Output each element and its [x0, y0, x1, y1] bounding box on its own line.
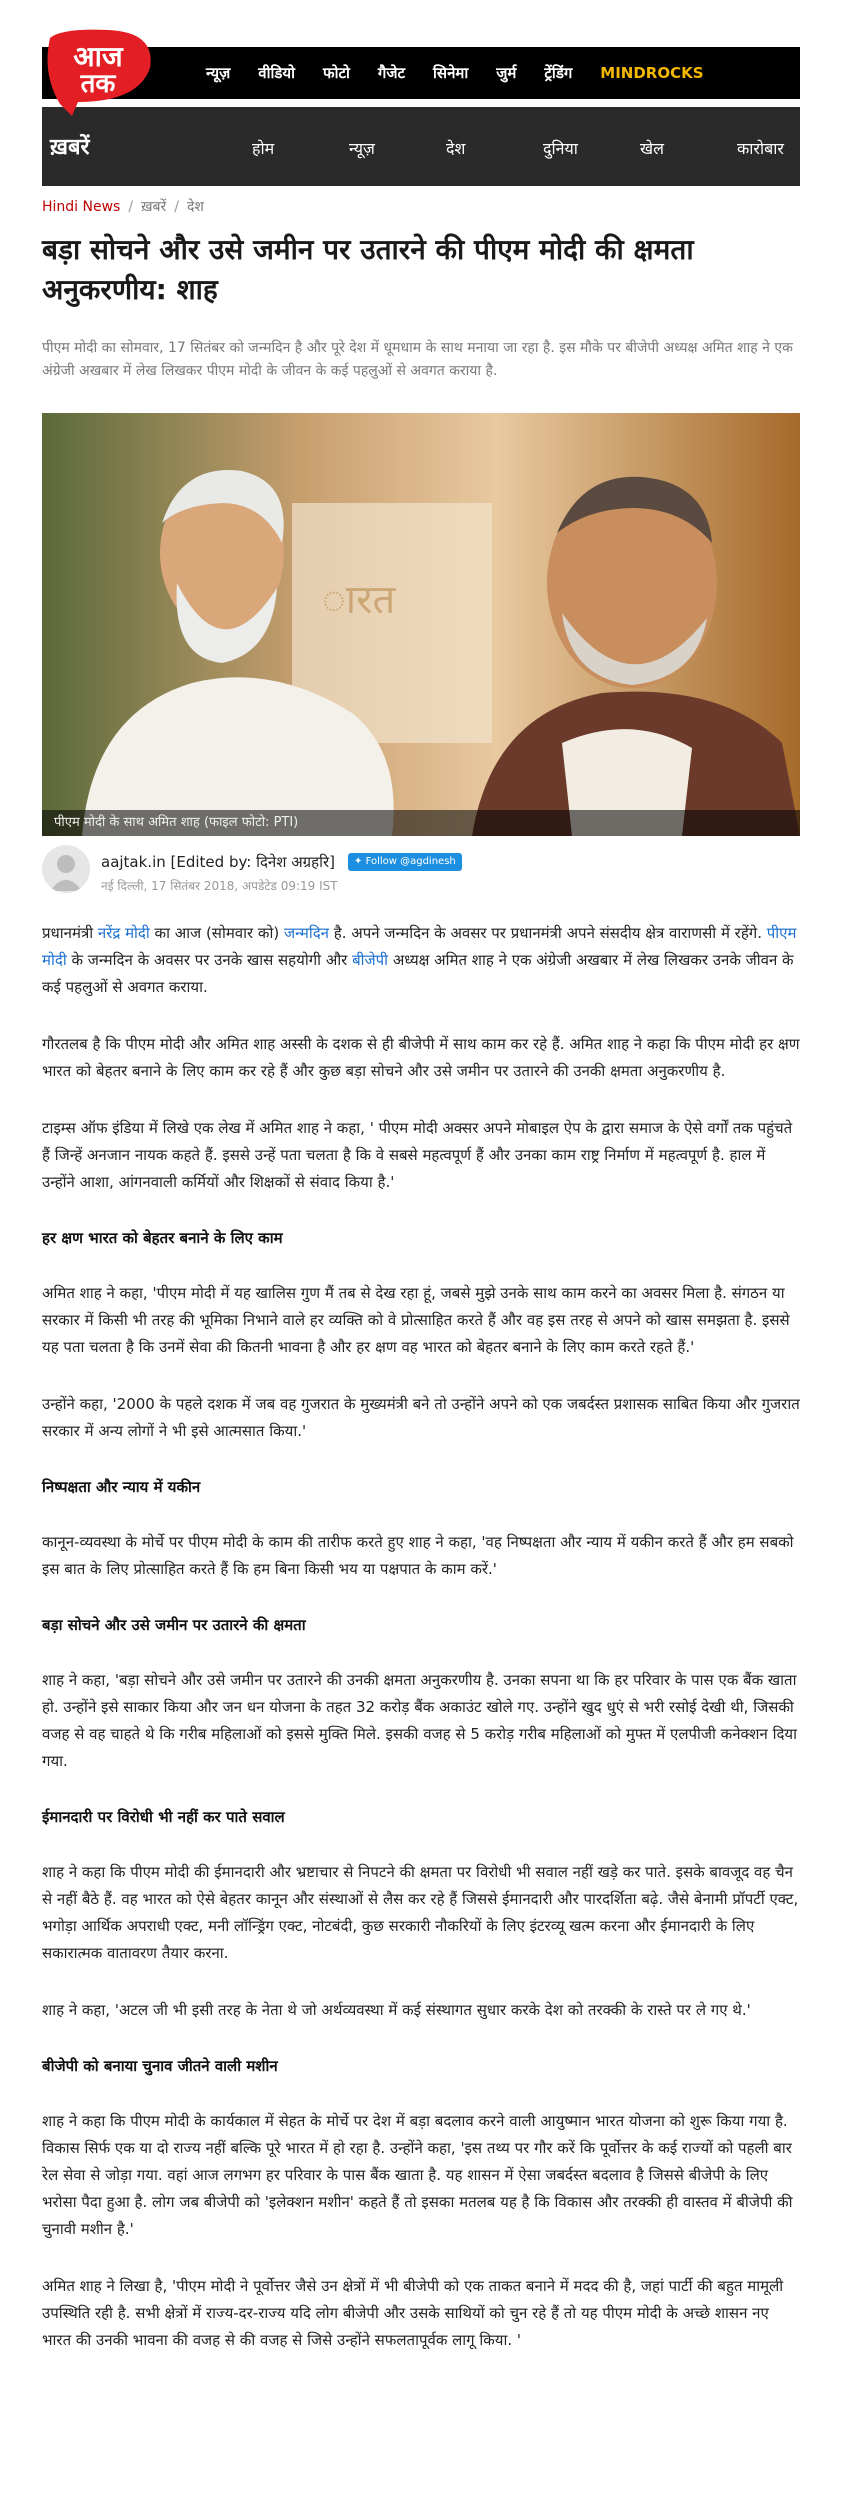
- photo-caption: पीएम मोदी के साथ अमित शाह (फाइल फोटो: PTI): [42, 810, 800, 836]
- subnav-country[interactable]: देश: [446, 139, 466, 158]
- article-paragraph: कानून-व्यवस्था के मोर्चे पर पीएम मोदी के काम की तारीफ करते हुए शाह ने कहा, 'वह निष्पक्षता और न्याय में यकीन करते हैं और हम सबको इस बात के लिए प्रोत्साहित करते हैं कि हम बिना किसी भय या पक्षपात के काम करें.': [42, 1533, 794, 1578]
- article-paragraph: उन्होंने कहा, '2000 के पहले दशक में जब वह गुजरात के मुख्यमंत्री बने तो उन्होंने अपने को एक जबर्दस्त प्रशासक साबित किया और गुजरात सरकार में अन्य लोगों ने भी इसे आत्मसात किया.': [42, 1395, 800, 1440]
- topnav-video[interactable]: वीडियो: [258, 64, 295, 82]
- article-photo: [42, 413, 800, 836]
- article-paragraph: शाह ने कहा, 'अटल जी भी इसी तरह के नेता थे जो अर्थव्यवस्था में कई संस्थागत सुधार करके देश को तरक्की के रास्ते पर ले गए थे.': [42, 2001, 751, 2019]
- article-subheading: ईमानदारी पर विरोधी भी नहीं कर पाते सवाल: [42, 1808, 285, 1826]
- follow-label: Follow @agdinesh: [365, 856, 456, 867]
- top-navigation: [192, 47, 718, 99]
- topnav-mindrocks[interactable]: MINDROCKS: [600, 64, 704, 82]
- breadcrumb: [42, 197, 204, 216]
- subnav-home[interactable]: होम: [252, 139, 275, 158]
- topnav-gadget[interactable]: गैजेट: [377, 64, 406, 82]
- topnav-cinema[interactable]: सिनेमा: [433, 64, 469, 82]
- article-paragraph: अमित शाह ने लिखा है, 'पीएम मोदी ने पूर्वोत्तर जैसे उन क्षेत्रों में भी बीजेपी को एक ताकत बनाने में मदद की है, जहां पार्टी की बहुत मामूली उपस्थिति रही है. सभी क्षेत्रों में राज्य-दर-राज्य यदि लोग बीजेपी और उसके साथियों को चुन रहे हैं तो यह पीएम मोदी के अच्छे शासन नए भारत की उनकी भावना की वजह से की वजह से जिसे उन्होंने सफलतापूर्वक लागू किया. ': [42, 2277, 784, 2349]
- author-avatar[interactable]: [42, 845, 90, 893]
- article-subheading: निष्पक्षता और न्याय में यकीन: [42, 1478, 201, 1496]
- link-pm-modi[interactable]: पीएम मोदी: [42, 924, 797, 969]
- svg-text:ारत: ारत: [322, 577, 396, 623]
- text-run: है. अपने जन्मदिन के अवसर पर प्रधानमंत्री अपने संसदीय क्षेत्र वाराणसी में रहेंगे.: [329, 924, 767, 942]
- breadcrumb-desh[interactable]: देश: [186, 199, 204, 215]
- article-subheading: बीजेपी को बनाया चुनाव जीतने वाली मशीन: [42, 2057, 278, 2075]
- article-headline: बड़ा सोचने और उसे जमीन पर उतारने की पीएम मोदी की क्षमता अनुकरणीय: शाह: [42, 233, 694, 306]
- article-paragraph: शाह ने कहा, 'बड़ा सोचने और उसे जमीन पर उतारने की उनकी क्षमता अनुकरणीय है. उनका सपना था कि हर परिवार के पास एक बैंक खाता हो. उन्होंने इसे साकार किया और जन धन योजना के तहत 32 करोड़ बैंक अकाउंट खोले गए. उन्होंने खुद धुएं से भरी रसोई देखी थी, जिसकी वजह से वह चाहते थे कि गरीब महिलाओं को इससे मुक्ति मिले. इसकी वजह से 5 करोड़ गरीब महिलाओं को मुफ्त में एलपीजी कनेक्शन दिया गया.: [42, 1671, 797, 1770]
- breadcrumb-separator: /: [174, 199, 179, 215]
- logo-line2: तक: [80, 69, 116, 99]
- article-dateline: नई दिल्ली, 17 सितंबर 2018, अपडेटेड 09:19 IST: [101, 879, 338, 893]
- breadcrumb-separator: /: [128, 199, 134, 215]
- article-paragraph: शाह ने कहा कि पीएम मोदी की ईमानदारी और भ्रष्टाचार से निपटने की क्षमता पर विरोधी भी सवाल नहीं खड़े कर पाते. इसके बावजूद वह चैन से नहीं बैठे हैं. वह भारत को ऐसे बेहतर कानून और संस्थाओं से लैस कर रहे हैं जिससे ईमानदारी और पारदर्शिता बढ़े. जैसे बेनामी प्रॉपर्टी एक्ट, भगोड़ा आर्थिक अपराधी एक्ट, मनी लॉन्ड्रिंग एक्ट, नोटबंदी, कुछ सरकारी नौकरियों के लिए इंटरव्यू खत्म करना और ईमानदारी के लिए सकारात्मक वातावरण तैयार करना.: [42, 1863, 799, 1962]
- topnav-news[interactable]: न्यूज़: [206, 64, 231, 82]
- text-run: के जन्मदिन के अवसर पर उनके खास सहयोगी और: [66, 951, 353, 969]
- article-subheading: हर क्षण भारत को बेहतर बनाने के लिए काम: [42, 1229, 283, 1247]
- subnav-business[interactable]: कारोबार: [737, 139, 784, 158]
- section-title[interactable]: ख़बरें: [50, 135, 90, 160]
- article-subheading: बड़ा सोचने और उसे जमीन पर उतारने की क्षमता: [42, 1616, 306, 1634]
- breadcrumb-khabrein[interactable]: ख़बरें: [141, 199, 167, 215]
- text-run: अध्यक्ष अमित शाह ने एक अंग्रेजी अखबार में लेख लिखकर उनके जीवन के कई पहलुओं से अवगत कराया.: [42, 951, 794, 996]
- logo-line1: आज: [73, 40, 123, 73]
- link-birthday[interactable]: जन्मदिन: [283, 924, 329, 942]
- subnav-world[interactable]: दुनिया: [543, 139, 578, 158]
- article-paragraph: टाइम्स ऑफ इंडिया में लिखे एक लेख में अमित शाह ने कहा, ' पीएम मोदी अक्सर अपने मोबाइल ऐप के द्वारा समाज के ऐसे वर्गों तक पहुंचते हैं जिन्हें अनजान नायक कहते हैं. इससे उन्हें पता चलता है कि वे सबसे महत्वपूर्ण हैं और उनका काम राष्ट्र निर्माण में महत्वपूर्ण है. हाल में उन्होंने आशा, आंगनवाली कर्मियों और शिक्षकों से संवाद किया है.': [42, 1119, 793, 1191]
- section-navigation-bar: [42, 107, 800, 186]
- article-intro: पीएम मोदी का सोमवार, 17 सितंबर को जन्मदिन है और पूरे देश में धूमधाम के साथ मनाया जा रहा है. इस मौके पर बीजेपी अध्यक्ष अमित शाह ने एक अंग्रेजी अखबार में लेख लिखकर पीएम मोदी के जीवन के कई पहलुओं से अवगत कराया है.: [42, 340, 793, 379]
- breadcrumb-hindi-news[interactable]: Hindi News: [42, 199, 121, 215]
- topnav-photo[interactable]: फोटो: [323, 64, 350, 82]
- subnav-sports[interactable]: खेल: [640, 139, 664, 158]
- author-byline: aajtak.in [Edited by: दिनेश अग्रहरि]: [101, 853, 335, 871]
- article-paragraph: गौरतलब है कि पीएम मोदी और अमित शाह अस्सी के दशक से ही बीजेपी में साथ काम कर रहे हैं. अमित शाह ने कहा कि पीएम मोदी हर क्षण भारत को बेहतर बनाने के लिए काम कर रहे हैं और कुछ बड़ा सोचने और उसे जमीन पर उतारने की उनकी क्षमता अनुकरणीय है.: [42, 1035, 800, 1080]
- article-paragraph: शाह ने कहा कि पीएम मोदी के कार्यकाल में सेहत के मोर्चे पर देश में बड़ा बदलाव करने वाली आयुष्मान भारत योजना को शुरू किया गया है. विकास सिर्फ एक या दो राज्य नहीं बल्कि पूरे भारत में हो रहा है. उन्होंने कहा, 'इस तथ्य पर गौर करें कि पूर्वोत्तर के कई राज्यों को पहली बार रेल सेवा से जोड़ा गया. वहां आज लगभग हर परिवार के पास बैंक खाता है. यह शासन में ऐसा जबर्दस्त बदलाव है जिससे बीजेपी के लिए भरोसा पैदा हुआ है. लोग जब बीजेपी को 'इलेक्शन मशीन' कहते हैं तो इसका मतलब यह है कि विकास और तरक्की ही वास्तव में बीजेपी की चुनावी मशीन है.': [42, 2112, 793, 2238]
- article-body: [42, 920, 800, 2384]
- link-narendra-modi[interactable]: नरेंद्र मोदी: [97, 924, 150, 942]
- photo-illustration: [42, 413, 800, 836]
- link-bjp[interactable]: बीजेपी: [352, 951, 389, 969]
- subnav-news[interactable]: न्यूज़: [349, 139, 375, 158]
- section-navigation: [252, 137, 784, 159]
- topnav-trending[interactable]: ट्रेंडिंग: [544, 64, 573, 82]
- twitter-follow-button[interactable]: [348, 853, 462, 871]
- twitter-bird-icon: ✦: [354, 856, 366, 867]
- article-paragraph: [42, 920, 800, 1001]
- article-paragraph: अमित शाह ने कहा, 'पीएम मोदी में यह खालिस गुण मैं तब से देख रहा हूं, जबसे मुझे उनके साथ काम करने का अवसर मिला है. संगठन या सरकार में किसी भी तरह की भूमिका निभाने वाले हर व्यक्ति को वे प्रोत्साहित करते हैं और वह इस तरह से अपने को खास समझता है. इससे यह पता चलता है कि उनमें सेवा की कितनी भावना है और हर क्षण वह भारत को बेहतर बनाने के लिए काम करते रहते हैं.': [42, 1284, 790, 1356]
- text-run: प्रधानमंत्री: [42, 924, 98, 942]
- text-run: का आज (सोमवार को): [149, 924, 284, 942]
- aajtak-logo[interactable]: [38, 24, 160, 118]
- topnav-crime[interactable]: जुर्म: [496, 64, 517, 82]
